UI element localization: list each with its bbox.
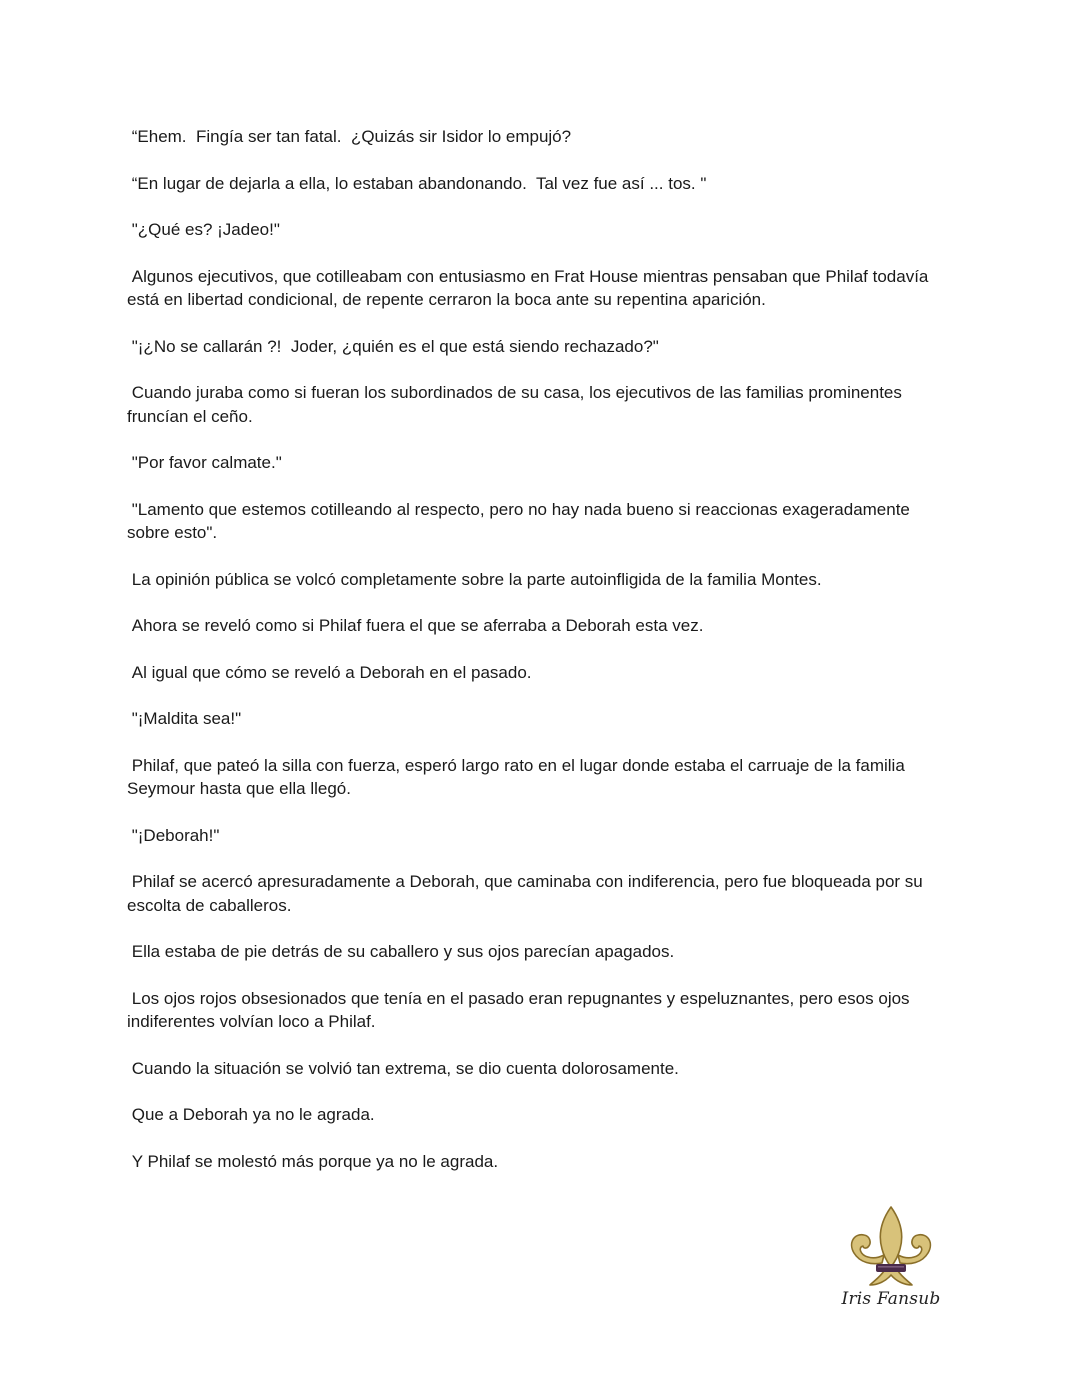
- paragraph-2: “En lugar de dejarla a ella, lo estaban abandonando. Tal vez fue así ... tos. ": [127, 173, 707, 193]
- paragraph-20: Y Philaf se molestó más porque ya no le agrada.: [127, 1151, 499, 1171]
- paragraph-5: "¡¿No se callarán ?! Joder, ¿quién es el que está siendo rechazado?": [127, 336, 659, 356]
- paragraph-10: Ahora se reveló como si Philaf fuera el que se aferraba a Deborah esta vez.: [127, 616, 704, 635]
- paragraph-14: "¡Deborah!": [127, 825, 220, 845]
- fleur-de-lis-icon: [836, 1205, 946, 1291]
- paragraph-8: "Lamento que estemos cotilleando al respecto, pero no hay nada bueno si reaccionas exageradamente sobre esto".: [127, 499, 915, 542]
- paragraph-16: Ella estaba de pie detrás de su caballero y sus ojos parecían apagados.: [127, 942, 675, 961]
- paragraph-17: Los ojos rojos obsesionados que tenía en el pasado eran repugnantes y espeluznantes, pero esos ojos indiferentes volvían loco a Philaf.: [127, 988, 915, 1031]
- paragraph-4: Algunos ejecutivos, que cotilleabam con entusiasmo en Frat House mientras pensaban que Philaf todavía está en libertad condicional, de repente cerraron la boca ante su repentina aparición.: [127, 266, 934, 309]
- band-shape: [876, 1264, 906, 1272]
- logo-label: Iris Fansub: [841, 1289, 941, 1309]
- document-body: [127, 125, 957, 1196]
- paragraph-15: Philaf se acercó apresuradamente a Deborah, que caminaba con indiferencia, pero fue bloqueada por su escolta de caballeros.: [127, 872, 928, 915]
- paragraph-6: Cuando juraba como si fueran los subordinados de su casa, los ejecutivos de las familias prominentes fruncían el ceño.: [127, 383, 907, 426]
- paragraph-13: Philaf, que pateó la silla con fuerza, esperó largo rato en el lugar donde estaba el carruaje de la familia Seymour hasta que ella llegó.: [127, 755, 910, 798]
- paragraph-9: La opinión pública se volcó completamente sobre la parte autoinfligida de la familia Montes.: [127, 569, 822, 589]
- iris-fansub-logo: [836, 1205, 946, 1315]
- paragraph-12: "¡Maldita sea!": [127, 709, 242, 728]
- paragraph-19: Que a Deborah ya no le agrada.: [127, 1105, 375, 1124]
- paragraph-7: "Por favor calmate.": [127, 453, 282, 472]
- paragraph-18: Cuando la situación se volvió tan extrema, se dio cuenta dolorosamente.: [127, 1058, 679, 1078]
- paragraph-11: Al igual que cómo se reveló a Deborah en el pasado.: [127, 662, 532, 682]
- paragraph-3: "¿Qué es? ¡Jadeo!": [127, 220, 280, 239]
- paragraph-1: “Ehem. Fingía ser tan fatal. ¿Quizás sir Isidor lo empujó?: [127, 127, 572, 146]
